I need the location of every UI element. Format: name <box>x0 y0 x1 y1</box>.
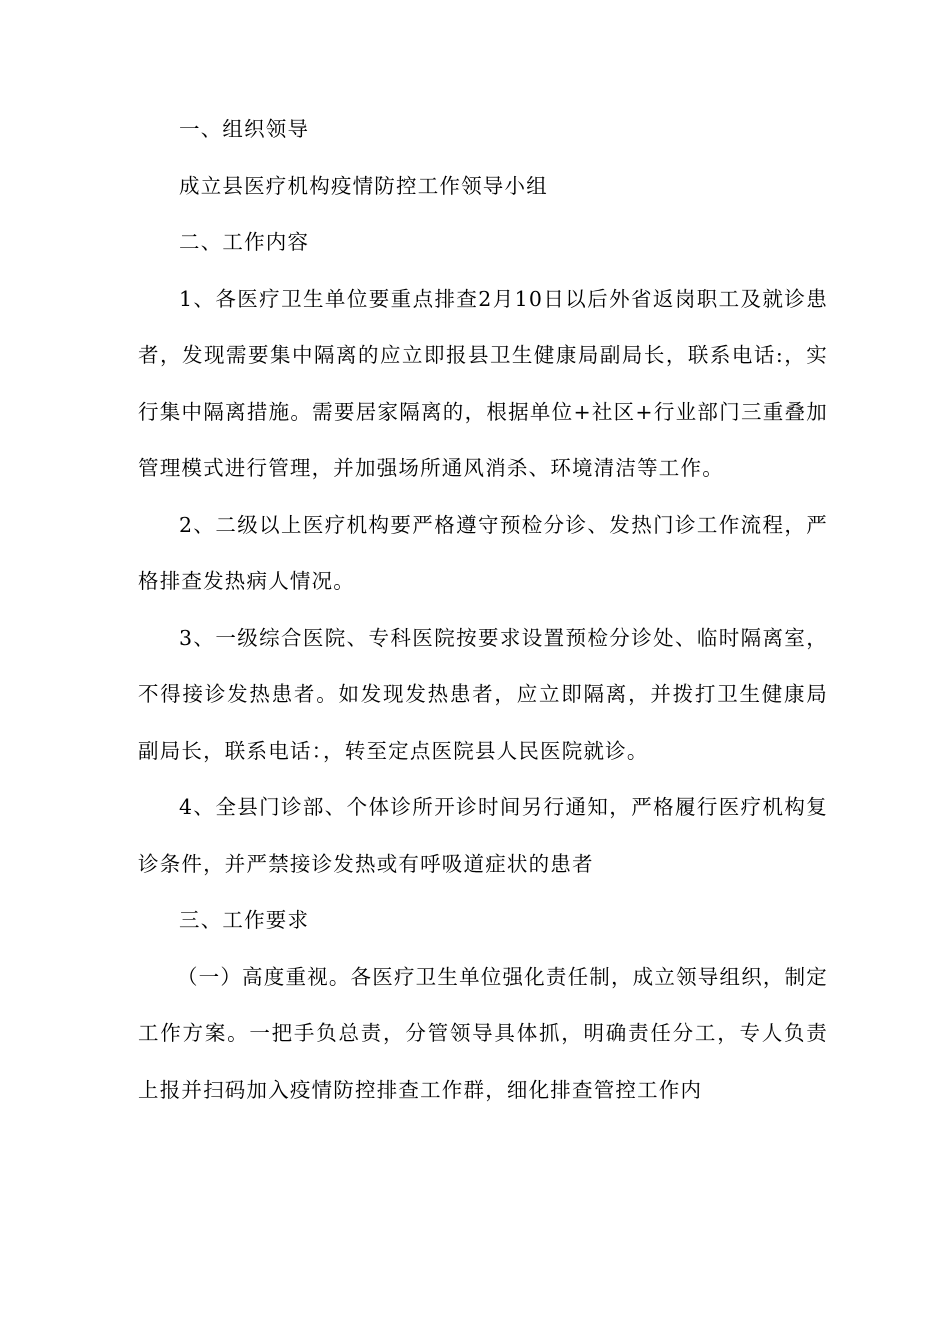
paragraph-item-4: 4、全县门诊部、个体诊所开诊时间另行通知，严格履行医疗机构复诊条件，并严禁接诊发热或有呼吸道症状的患者 <box>138 795 828 876</box>
document-body <box>138 101 828 1118</box>
paragraph-item-2: 2、二级以上医疗机构要严格遵守预检分诊、发热门诊工作流程，严格排查发热病人情况。 <box>138 512 828 593</box>
section-heading-work-content: 二、工作内容 <box>179 230 310 254</box>
section-heading-organization: 一、组织领导 <box>179 117 310 141</box>
paragraph-item-3: 3、一级综合医院、专科医院按要求设置预检分诊处、临时隔离室，不得接诊发热患者。如发现发热患者，应立即隔离，并拨打卫生健康局副局长，联系电话：，转至定点医院县人民医院就诊。 <box>138 625 828 763</box>
paragraph-item-1: 1、各医疗卫生单位要重点排查2月10日以后外省返岗职工及就诊患者，发现需要集中隔离的应立即报县卫生健康局副局长，联系电话:，实行集中隔离措施。需要居家隔离的，根据单位+社区+行业部门三重叠加管理模式进行管理，并加强场所通风消杀、环境清洁等工作。 <box>138 286 828 480</box>
section-heading-work-requirements: 三、工作要求 <box>179 908 310 932</box>
paragraph-leading-group: 成立县医疗机构疫情防控工作领导小组 <box>179 173 548 198</box>
paragraph-requirement-1: （一）高度重视。各医疗卫生单位强化责任制，成立领导组织，制定工作方案。一把手负总责，分管领导具体抓，明确责任分工，专人负责上报并扫码加入疫情防控排查工作群，细化排查管控工作内 <box>138 964 828 1102</box>
